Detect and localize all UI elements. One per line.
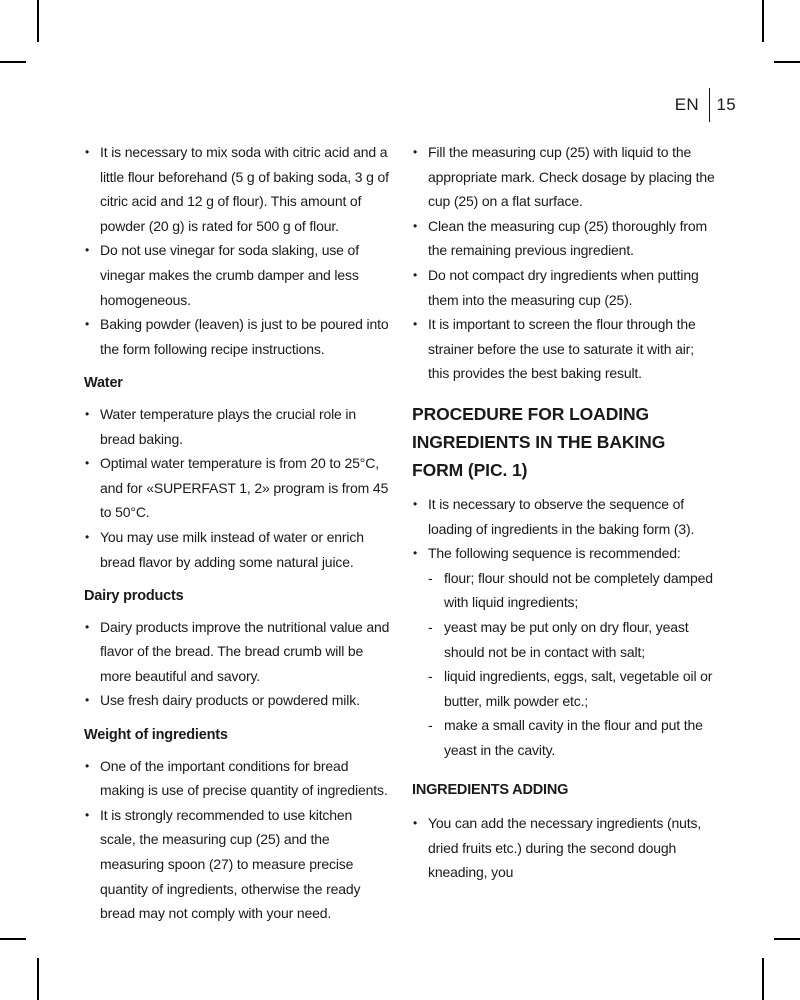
dairy-heading: Dairy products xyxy=(84,588,184,605)
language-label: EN xyxy=(674,95,699,114)
list-item: • You can add the necessary ingredients (nuts, dried fruits etc.) during the second dough kneading, you xyxy=(412,811,718,885)
weight-list xyxy=(84,754,390,926)
crop-mark-bottom-right xyxy=(762,958,764,1000)
sequence-item: - make a small cavity in the flour and put the yeast in the cavity. xyxy=(428,713,718,762)
header-divider xyxy=(709,88,711,122)
sequence-item: - flour; flour should not be completely damped with liquid ingredients; xyxy=(428,566,718,615)
crop-mark-bottom-left xyxy=(37,958,39,1000)
list-item xyxy=(412,541,718,762)
sequence-item: - yeast may be put only on dry flour, yeast should not be in contact with salt; xyxy=(428,615,718,664)
crop-mark-top-right xyxy=(762,0,764,42)
procedure-heading: PROCEDURE FOR LOADING INGREDIENTS IN THE BAKING FORM (PIC. 1) xyxy=(412,403,666,480)
list-item: • Clean the measuring cup (25) thoroughly from the remaining previous ingredient. xyxy=(412,214,718,263)
right-column xyxy=(412,140,718,885)
sequence-list xyxy=(428,566,718,763)
list-item: • Optimal water temperature is from 20 to 25°C, and for «SUPERFAST 1, 2» program is from 45 to 50°C. xyxy=(84,451,390,525)
list-item: • You may use milk instead of water or enrich bread flavor by adding some natural juice. xyxy=(84,525,390,574)
list-item: • It is strongly recommended to use kitchen scale, the measuring cup (25) and the measuring spoon (27) to measure precise quantity of ingredients, otherwise the ready bread may not comply with your need. xyxy=(84,803,390,926)
water-heading: Water xyxy=(84,375,123,392)
weight-heading: Weight of ingredients xyxy=(84,727,228,744)
list-item: • Do not use vinegar for soda slaking, use of vinegar makes the crumb damper and less homogeneous. xyxy=(84,238,390,312)
crop-mark-bottom-right-h xyxy=(774,938,800,940)
sequence-item: - liquid ingredients, eggs, salt, vegetable oil or butter, milk powder etc.; xyxy=(428,664,718,713)
crop-mark-bottom-left-h xyxy=(0,938,26,940)
sequence-intro: The following sequence is recommended: xyxy=(428,545,681,562)
water-list xyxy=(84,402,390,574)
crop-mark-top-right-h xyxy=(774,61,800,63)
crop-mark-top-left-h xyxy=(0,61,26,63)
list-item: • It is necessary to mix soda with citric acid and a little flour beforehand (5 g of baking soda, 3 g of citric acid and 12 g of flour). This amount of powder (20 g) is rated for 500 g of flour. xyxy=(84,140,390,238)
adding-list xyxy=(412,811,718,885)
procedure-list xyxy=(412,492,718,763)
list-item: • Dairy products improve the nutritional value and flavor of the bread. The bread crumb will be more beautiful and savory. xyxy=(84,615,390,689)
list-item: • Do not compact dry ingredients when putting them into the measuring cup (25). xyxy=(412,263,718,312)
list-item: • Fill the measuring cup (25) with liquid to the appropriate mark. Check dosage by placing the cup (25) on a flat surface. xyxy=(412,140,718,214)
crop-mark-top-left xyxy=(37,0,39,42)
list-item: • One of the important conditions for bread making is use of precise quantity of ingredients. xyxy=(84,754,390,803)
ingredients-adding-heading: INGREDIENTS ADDING xyxy=(412,782,569,799)
left-column xyxy=(84,140,390,926)
list-item: • It is important to screen the flour through the strainer before the use to saturate it with air; this provides the best baking result. xyxy=(412,312,718,386)
dairy-list xyxy=(84,615,390,713)
list-item: • It is necessary to observe the sequence of loading of ingredients in the baking form (3). xyxy=(412,492,718,541)
right-intro-list xyxy=(412,140,718,386)
left-intro-list xyxy=(84,140,390,361)
page-number: 15 xyxy=(716,95,736,114)
list-item: • Water temperature plays the crucial role in bread baking. xyxy=(84,402,390,451)
list-item: • Baking powder (leaven) is just to be poured into the form following recipe instructions. xyxy=(84,312,390,361)
page-header xyxy=(675,90,736,120)
list-item: • Use fresh dairy products or powdered milk. xyxy=(84,688,390,713)
